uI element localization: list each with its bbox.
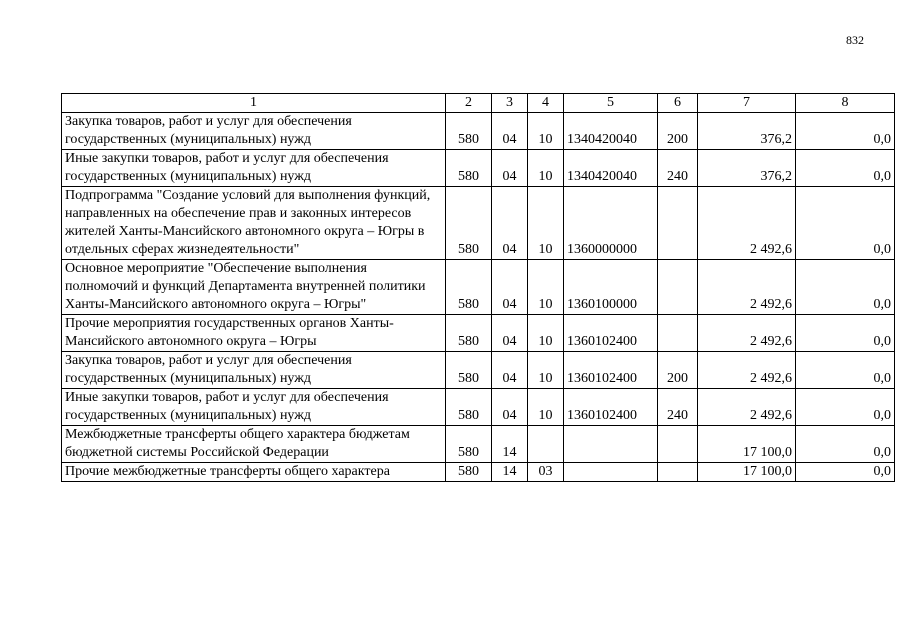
row-name: Закупка товаров, работ и услуг для обеспечения государственных (муниципальных) нужд [62,113,446,150]
cell-col5: 1360100000 [564,260,658,315]
cell-col3: 04 [492,113,528,150]
row-name: Иные закупки товаров, работ и услуг для обеспечения государственных (муниципальных) нужд [62,150,446,187]
table-row [62,426,895,463]
cell-col6 [658,315,698,352]
column-header: 6 [658,94,698,113]
cell-col5: 1360102400 [564,389,658,426]
cell-col4: 10 [528,315,564,352]
cell-col3: 14 [492,426,528,463]
column-header: 4 [528,94,564,113]
cell-col4: 10 [528,389,564,426]
cell-col7: 376,2 [698,150,796,187]
cell-col5: 1340420040 [564,150,658,187]
cell-col5: 1360102400 [564,315,658,352]
cell-col8: 0,0 [796,260,895,315]
row-name: Иные закупки товаров, работ и услуг для обеспечения государственных (муниципальных) нужд [62,389,446,426]
cell-col2: 580 [446,113,492,150]
column-header: 3 [492,94,528,113]
row-name: Основное мероприятие "Обеспечение выполнения полномочий и функций Департамента внутренней политики Ханты-Мансийского автономного округа – Югры" [62,260,446,315]
cell-col4: 10 [528,260,564,315]
cell-col8: 0,0 [796,389,895,426]
cell-col2: 580 [446,352,492,389]
cell-col6 [658,463,698,482]
cell-col6 [658,187,698,260]
cell-col4: 03 [528,463,564,482]
cell-col3: 04 [492,260,528,315]
cell-col5: 1360000000 [564,187,658,260]
column-header: 7 [698,94,796,113]
table-header-row [62,94,895,113]
cell-col5: 1340420040 [564,113,658,150]
table-row [62,113,895,150]
cell-col8: 0,0 [796,352,895,389]
column-header: 2 [446,94,492,113]
cell-col5 [564,426,658,463]
budget-table [61,93,895,482]
table-row [62,463,895,482]
cell-col5: 1360102400 [564,352,658,389]
table-row [62,260,895,315]
cell-col3: 04 [492,315,528,352]
cell-col8: 0,0 [796,463,895,482]
cell-col8: 0,0 [796,150,895,187]
cell-col4: 10 [528,187,564,260]
cell-col7: 2 492,6 [698,260,796,315]
cell-col6: 240 [658,150,698,187]
table-row [62,150,895,187]
table-row [62,187,895,260]
cell-col6: 240 [658,389,698,426]
table-row [62,389,895,426]
cell-col7: 2 492,6 [698,187,796,260]
cell-col2: 580 [446,389,492,426]
cell-col8: 0,0 [796,315,895,352]
cell-col3: 04 [492,187,528,260]
column-header: 8 [796,94,895,113]
cell-col8: 0,0 [796,426,895,463]
cell-col7: 2 492,6 [698,352,796,389]
cell-col6 [658,426,698,463]
cell-col2: 580 [446,426,492,463]
column-header: 1 [62,94,446,113]
cell-col3: 14 [492,463,528,482]
cell-col6: 200 [658,352,698,389]
table-row [62,315,895,352]
cell-col7: 2 492,6 [698,315,796,352]
cell-col8: 0,0 [796,113,895,150]
cell-col3: 04 [492,352,528,389]
cell-col4: 10 [528,352,564,389]
row-name: Межбюджетные трансферты общего характера бюджетам бюджетной системы Российской Федерации [62,426,446,463]
cell-col4: 10 [528,150,564,187]
cell-col3: 04 [492,389,528,426]
row-name: Закупка товаров, работ и услуг для обеспечения государственных (муниципальных) нужд [62,352,446,389]
row-name: Подпрограмма "Создание условий для выполнения функций, направленных на обеспечение прав и законных интересов жителей Ханты-Мансийского автономного округа – Югры в отдельных сферах жизнедеятельности" [62,187,446,260]
row-name: Прочие мероприятия государственных органов Ханты-Мансийского автономного округа – Югры [62,315,446,352]
cell-col2: 580 [446,187,492,260]
cell-col7: 17 100,0 [698,426,796,463]
cell-col2: 580 [446,150,492,187]
cell-col2: 580 [446,315,492,352]
column-header: 5 [564,94,658,113]
cell-col3: 04 [492,150,528,187]
page-number: 832 [846,33,864,47]
cell-col2: 580 [446,463,492,482]
cell-col4 [528,426,564,463]
table-row [62,352,895,389]
cell-col5 [564,463,658,482]
cell-col4: 10 [528,113,564,150]
cell-col7: 2 492,6 [698,389,796,426]
cell-col2: 580 [446,260,492,315]
cell-col6 [658,260,698,315]
cell-col6: 200 [658,113,698,150]
cell-col7: 376,2 [698,113,796,150]
cell-col7: 17 100,0 [698,463,796,482]
row-name: Прочие межбюджетные трансферты общего характера [62,463,446,482]
cell-col8: 0,0 [796,187,895,260]
